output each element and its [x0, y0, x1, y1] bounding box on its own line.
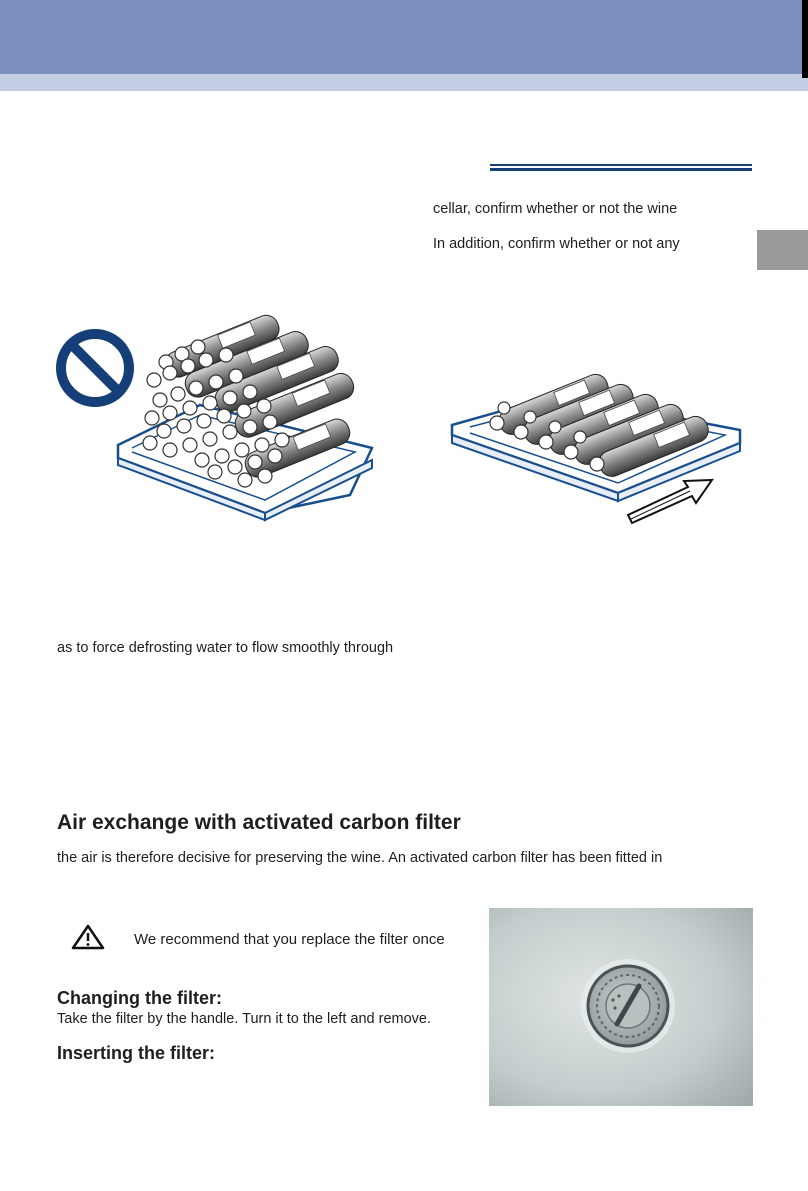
warning-triangle-icon [71, 924, 105, 950]
prohibited-icon [61, 334, 129, 402]
right-text-line-2: In addition, confirm whether or not any [433, 236, 680, 252]
defrost-text: as to force defrosting water to flow smoothly through [57, 640, 394, 656]
changing-body: Take the filter by the handle. Turn it to the left and remove. [57, 1011, 431, 1027]
warning-text: We recommend that you replace the filter once [134, 931, 445, 948]
header-subband [0, 74, 808, 91]
correct-shelf-illustration [440, 355, 750, 530]
filter-heading: Air exchange with activated carbon filter [57, 811, 461, 834]
crop-mark [802, 0, 808, 78]
right-text-line-1: cellar, confirm whether or not the wine [433, 201, 678, 217]
header-band [0, 0, 808, 74]
overloaded-shelf-illustration [50, 300, 390, 530]
filter-body: the air is therefore decisive for preserving the wine. An activated carbon filter has been fitted in [57, 850, 663, 866]
section-rule [490, 164, 752, 172]
inserting-heading: Inserting the filter: [57, 1043, 216, 1063]
filter-photo [489, 908, 753, 1106]
changing-heading: Changing the filter: [57, 988, 222, 1008]
side-tab [757, 230, 808, 270]
